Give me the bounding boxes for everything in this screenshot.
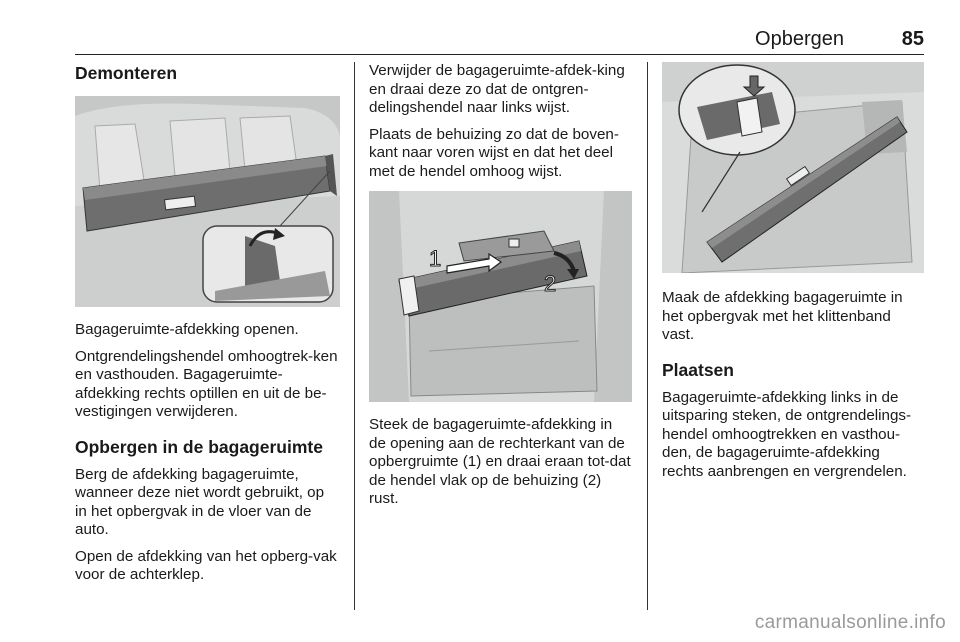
paragraph-store: Berg de afdekking bagageruimte, wanneer deze niet wordt gebruikt, op in het opbergvak in de vloer van de auto. (75, 465, 325, 538)
column-divider-1 (354, 62, 355, 610)
label-2: 2 (544, 271, 557, 296)
label-1: 1 (429, 246, 442, 271)
figure-cover-open (75, 96, 340, 307)
column-divider-2 (647, 62, 648, 610)
watermark: carmanualsonline.info (754, 612, 946, 633)
paragraph-velcro: Maak de afdekking bagageruimte in het opbergvak met het klittenband vast. (662, 289, 903, 343)
column-2 (369, 62, 632, 517)
heading-opbergen: Opbergen in de bagageruimte (75, 436, 323, 457)
page-number: 85 (901, 28, 924, 50)
caption-open: Bagageruimte-afdekking openen. (75, 321, 299, 338)
section-title: Opbergen (755, 28, 844, 50)
heading-plaatsen: Plaatsen (662, 359, 734, 380)
paragraph-release: Ontgrendelingshendel omhoogtrek-ken en vasthouden. Bagageruimte-afdekking rechts optillen en uit de be-vestigingen verwijderen. (75, 347, 338, 420)
column-1 (75, 62, 340, 593)
page-header (75, 24, 924, 55)
heading-demonteren: Demonteren (75, 63, 178, 83)
paragraph-open-compartment: Open de afdekking van het opberg-vak voor de achterklep. (75, 547, 337, 583)
column-3 (662, 62, 924, 489)
paragraph-remove-rotate: Verwijder de bagageruimte-afdek-king en draai deze zo dat de ontgren-delingshendel naar links wijst. (369, 62, 625, 116)
paragraph-insert: Steek de bagageruimte-afdekking in de opening aan de rechterkant van de opbergruimte (1) en draai eraan tot-dat de hendel vlak op de behuizing (2) rust. (369, 416, 631, 507)
figure-insert (369, 191, 632, 402)
paragraph-install: Bagageruimte-afdekking links in de uitsparing steken, de ontgrendelings-hendel omhoogtrekken en vasthou-den, de bagageruimte-afdekking rechts aanbrengen en vergrendelen. (662, 388, 912, 480)
figure-velcro (662, 62, 924, 273)
paragraph-position: Plaats de behuizing zo dat de boven-kant naar voren wijst en dat het deel met de hendel omhoog wijst. (369, 125, 619, 180)
